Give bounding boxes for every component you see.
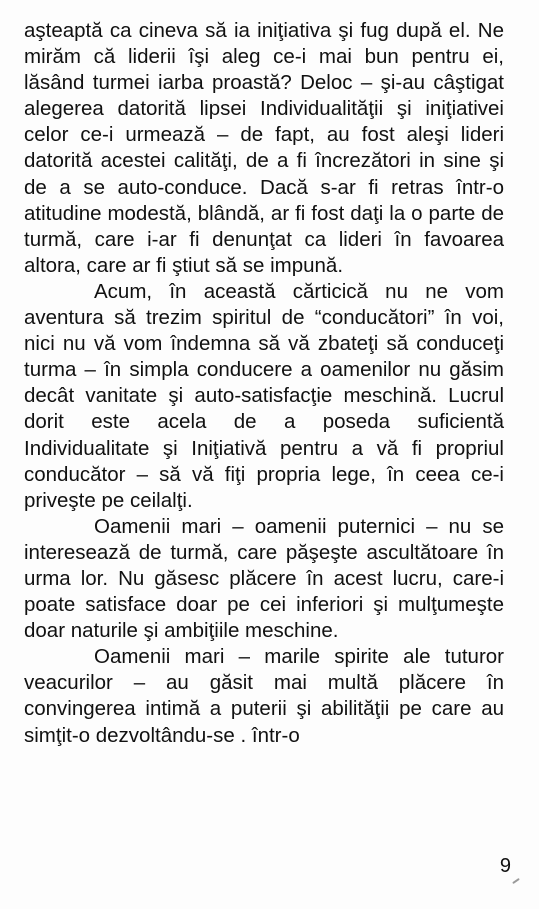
paragraph-3: Oamenii mari – oamenii puternici – nu se interesează de turmă, care păşeşte ascultătoare în urma lor. Nu găsesc plăcere în acest lucru, care-i poate satisface doar pe cei inferiori şi mulţumeşte doar naturile şi ambiţiile meschine. bbox=[24, 514, 504, 643]
scan-speck bbox=[512, 878, 520, 884]
paragraph-4: Oamenii mari – marile spirite ale tuturor veacurilor – au găsit mai multă plăcere în convingerea intimă a puterii şi abilităţii pe care au simţit-o dezvoltându-se . într-o bbox=[24, 645, 504, 747]
body-text bbox=[24, 18, 504, 749]
paragraph-1: aşteaptă ca cineva să ia iniţiativa şi fug după el. Ne mirăm că liderii îşi aleg ce-i mai bun pentru ei, lăsând turmei iarba proastă? Deloc – şi-au câştigat alegerea datorită lipsei Individualităţii şi iniţiativei celor ce-i urmează – de fapt, au fost aleşi lideri datorită acestei calităţi, de a fi încrezători in sine şi de a se auto-conduce. Dacă s-ar fi retras într-o atitudine modestă, blândă, ar fi fost daţi la o parte de turmă, care i-ar fi denunţat ca lideri în favoarea altora, care ar fi ştiut să se impună. bbox=[24, 19, 504, 277]
page-number: 9 bbox=[499, 855, 511, 877]
paragraph-2: Acum, în această cărticică nu ne vom aventura să trezim spiritul de “conducători” în voi, nici nu vă vom îndemna să vă zbateţi să conduceţi turma – în simpla conducere a oamenilor nu găsim decât vanitate şi auto-satisfacţie meschină. Lucrul dorit este acela de a poseda suficientă Individualitate şi Iniţiativă pentru a vă fi propriul conducător – să vă fiţi propria lege, în ceea ce-i priveşte pe ceilalţi. bbox=[24, 279, 504, 512]
